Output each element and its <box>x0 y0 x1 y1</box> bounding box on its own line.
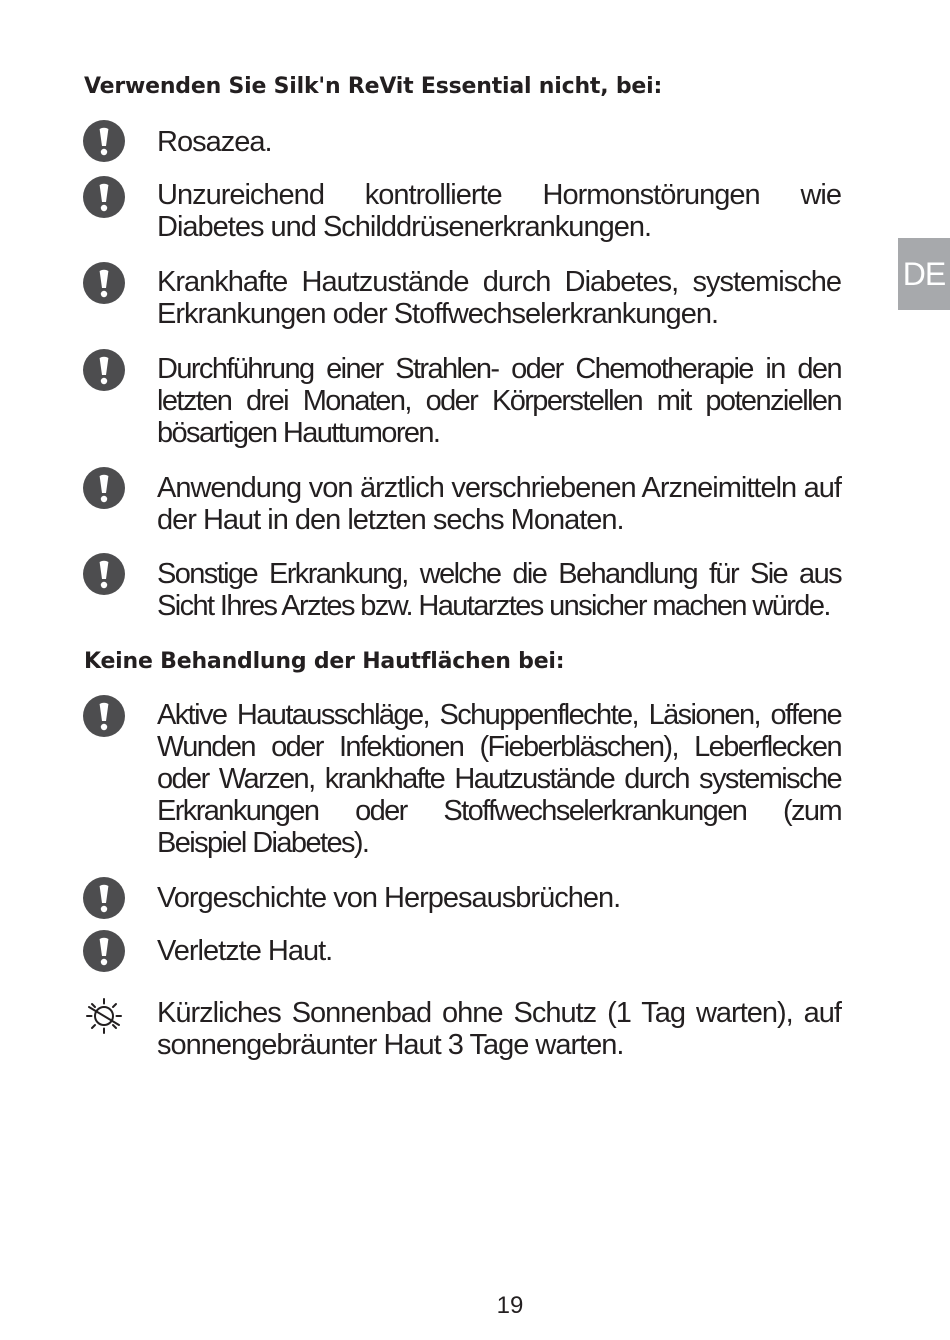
exclamation-icon <box>83 120 125 162</box>
section-heading-contraindications: Verwenden Sie Silk'n ReVit Essential nicht, bei: <box>84 74 663 99</box>
item-text: Sonstige Erkrankung, welche die Behandlung für Sie aus Sicht Ihres Arztes bzw. Hautarztes unsicher machen würde. <box>157 558 841 622</box>
item-text: Kürzliches Sonnenbad ohne Schutz (1 Tag warten), auf sonnengebräunter Haut 3 Tage warten. <box>157 997 841 1061</box>
exclamation-icon <box>83 467 125 509</box>
item-text: Durchführung einer Strahlen- oder Chemotherapie in den letzten drei Monaten, oder Körperstellen mit potenziellen bösartigen Hauttumoren. <box>157 353 841 449</box>
language-tab-label: DE <box>902 255 946 292</box>
exclamation-icon <box>83 877 125 919</box>
page-number: 19 <box>496 1292 524 1319</box>
exclamation-icon <box>83 262 125 304</box>
exclamation-icon <box>83 695 125 737</box>
item-text: Verletzte Haut. <box>157 935 333 967</box>
item-text: Unzureichend kontrollierte Hormonstörungen wie Diabetes und Schilddrüsenerkrankungen. <box>157 179 841 243</box>
item-text: Aktive Hautausschläge, Schuppenflechte, Läsionen, offene Wunden oder Infektionen (Fieberbläschen), Leberflecken oder Warzen, krankhafte Hautzustände durch systemische Erkrankungen oder Stoffwechselerkrankungen (zum Beispiel Diabetes). <box>157 699 841 859</box>
exclamation-icon <box>83 349 125 391</box>
item-text: Krankhafte Hautzustände durch Diabetes, systemische Erkrankungen oder Stoffwechselerkrankungen. <box>157 266 841 330</box>
exclamation-icon <box>83 930 125 972</box>
item-text: Rosazea. <box>157 126 272 158</box>
language-tab <box>898 238 950 310</box>
item-text: Vorgeschichte von Herpesausbrüchen. <box>157 882 621 914</box>
exclamation-icon <box>83 553 125 595</box>
item-text: Anwendung von ärztlich verschriebenen Arzneimitteln auf der Haut in den letzten sechs Monaten. <box>157 472 841 536</box>
exclamation-icon <box>83 176 125 218</box>
no-sun-icon <box>83 995 125 1037</box>
section-heading-skin-areas: Keine Behandlung der Hautflächen bei: <box>84 649 565 674</box>
